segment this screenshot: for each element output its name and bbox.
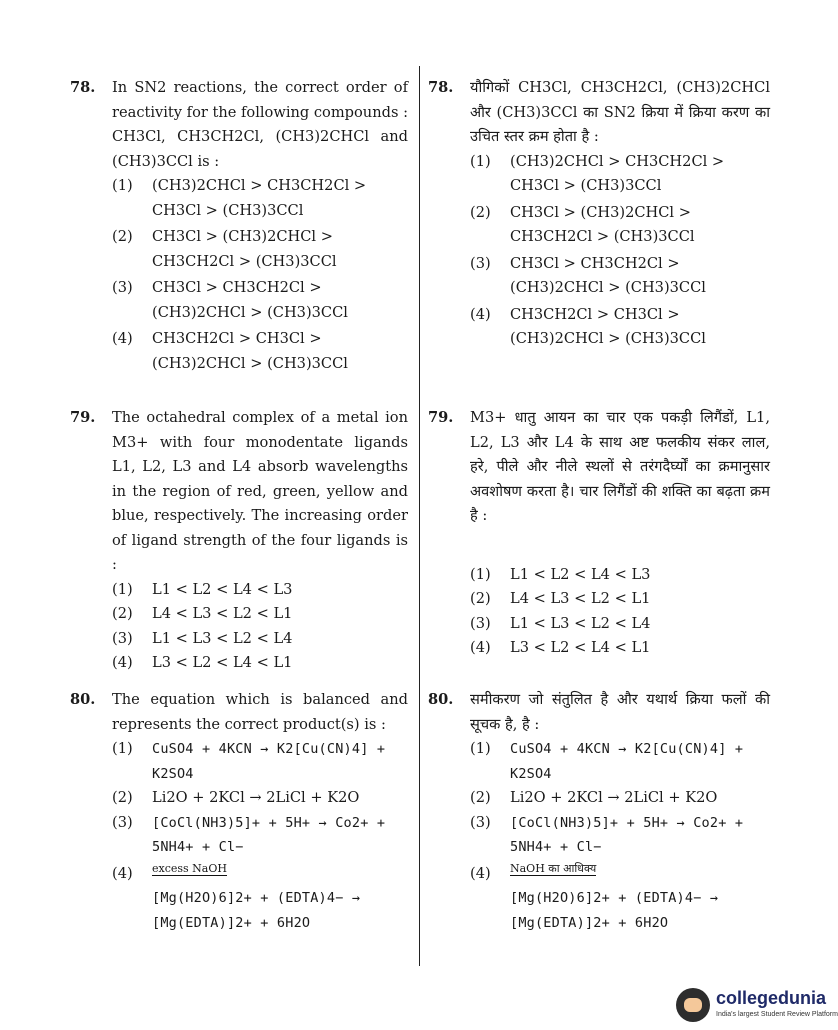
option-text: CH3CH2Cl > CH3Cl > (CH3)2CHCl > (CH3)3CCl — [510, 305, 706, 347]
option-text: L1 < L3 < L2 < L4 — [152, 629, 293, 647]
option-text: CH3Cl > (CH3)2CHCl > CH3CH2Cl > (CH3)3CCl — [152, 228, 337, 270]
option-1 — [470, 150, 770, 199]
option-3 — [112, 811, 408, 860]
option-text: L1 < L2 < L4 < L3 — [510, 565, 651, 583]
question-79-en — [70, 406, 408, 676]
option-text: [Mg(H2O)6]2+ + (EDTA)4− → [Mg(EDTA)]2+ + 6H2O — [510, 890, 719, 931]
option-number: (1) — [470, 152, 491, 170]
option-number: (1) — [112, 580, 133, 598]
option-number: (3) — [112, 279, 133, 296]
option-2 — [470, 201, 770, 250]
option-1 — [470, 563, 770, 588]
option-text: [CoCl(NH3)5]+ + 5H+ → Co2+ + 5NH4+ + Cl− — [152, 814, 386, 855]
option-4 — [112, 862, 408, 936]
option-number: (3) — [470, 254, 491, 272]
option-number: (4) — [470, 639, 491, 656]
option-2 — [112, 786, 408, 811]
option-4 — [112, 651, 408, 676]
option-number: (1) — [112, 740, 133, 757]
question-text: The octahedral complex of a metal ion M3+ with four monodentate ligands L1, L2, L3 and L4 absorb wavelengths in the region of red, green, yellow and blue, respectively. The increasing order of ligand strength of the four ligands is : — [112, 409, 408, 573]
option-number: (1) — [470, 565, 491, 583]
option-text: L1 < L3 < L2 < L4 — [510, 614, 651, 632]
question-number: 78. — [428, 79, 454, 96]
question-number: 80. — [70, 691, 96, 708]
logo-name: collegedunia — [716, 988, 827, 1008]
question-80-en — [70, 688, 408, 935]
option-text: CH3Cl > CH3CH2Cl > (CH3)2CHCl > (CH3)3CCl — [510, 254, 706, 296]
option-text: Li2O + 2KCl → 2LiCl + K2O — [510, 789, 718, 806]
option-text: L4 < L3 < L2 < L1 — [152, 605, 293, 622]
question-number: 78. — [70, 79, 96, 96]
reaction-arrow-label: NaOH का आधिक्य — [510, 861, 597, 875]
question-78-en — [70, 76, 408, 376]
option-4 — [112, 327, 408, 376]
option-number: (3) — [112, 813, 133, 831]
option-text: [Mg(H2O)6]2+ + (EDTA)4− → [Mg(EDTA)]2+ + 6H2O — [152, 890, 361, 931]
reaction-arrow-label: excess NaOH — [152, 861, 227, 875]
mascot-icon — [676, 988, 710, 1022]
option-text: Li2O + 2KCl → 2LiCl + K2O — [152, 789, 360, 806]
option-text: CH3Cl > (CH3)2CHCl > CH3CH2Cl > (CH3)3CCl — [510, 203, 695, 245]
question-number: 79. — [428, 409, 454, 426]
option-number: (4) — [112, 654, 133, 671]
logo-tagline: India's largest Student Review Platform — [716, 1011, 838, 1018]
question-text: यौगिकों CH3Cl, CH3CH2Cl, (CH3)2CHCl और (CH3)3CCl का SN2 क्रिया में क्रिया करण का उचित स्तर क्रम होता है : — [470, 79, 770, 145]
option-number: (4) — [112, 330, 133, 347]
question-text: M3+ धातु आयन का चार एक पकड़ी लिगैंडों, L1, L2, L3 और L4 के साथ अष्ट फलकीय संकर लाल, हरे, पीले और नीले स्थलों से तरंगदैर्घ्यों का क्रमानुसार अवशोषण करता है। चार लिगैंडों की शक्ति का बढ़ता क्रम है : — [470, 409, 770, 524]
option-text: CuSO4 + 4KCN → K2[Cu(CN)4] + K2SO4 — [510, 741, 744, 782]
option-number: (2) — [470, 789, 491, 806]
option-number: (3) — [470, 614, 491, 632]
question-78-hi — [428, 76, 770, 352]
option-number: (4) — [470, 864, 491, 882]
question-text: समीकरण जो संतुलित है और यथार्थ क्रिया फलों की सूचक है, है : — [470, 691, 770, 733]
option-4 — [470, 862, 770, 936]
option-number: (1) — [470, 740, 491, 757]
option-3 — [112, 627, 408, 652]
option-text: L3 < L2 < L4 < L1 — [152, 654, 293, 671]
question-text: In SN2 reactions, the correct order of reactivity for the following compounds : CH3Cl, CH3CH2Cl, (CH3)2CHCl and (CH3)3CCl is : — [112, 79, 408, 170]
option-1 — [470, 737, 770, 786]
option-text: (CH3)2CHCl > CH3CH2Cl > CH3Cl > (CH3)3CCl — [152, 177, 367, 219]
question-text: The equation which is balanced and represents the correct product(s) is : — [112, 691, 408, 733]
option-text: CH3CH2Cl > CH3Cl > (CH3)2CHCl > (CH3)3CCl — [152, 330, 348, 372]
option-number: (2) — [112, 789, 133, 806]
option-2 — [112, 225, 408, 274]
option-4 — [470, 303, 770, 352]
option-text: L1 < L2 < L4 < L3 — [152, 580, 293, 598]
option-3 — [470, 612, 770, 637]
option-number: (4) — [112, 864, 133, 882]
option-2 — [470, 786, 770, 811]
option-number: (2) — [112, 605, 133, 622]
option-number: (2) — [470, 203, 491, 221]
option-text: (CH3)2CHCl > CH3CH2Cl > CH3Cl > (CH3)3CCl — [510, 152, 725, 194]
option-2 — [470, 587, 770, 612]
question-79-hi — [428, 406, 770, 661]
column-divider — [419, 66, 420, 966]
option-1 — [112, 737, 408, 786]
option-1 — [112, 174, 408, 223]
question-number: 79. — [70, 409, 96, 426]
option-number: (1) — [112, 177, 133, 194]
option-3 — [112, 276, 408, 325]
question-80-hi — [428, 688, 770, 935]
option-4 — [470, 636, 770, 661]
option-text: CuSO4 + 4KCN → K2[Cu(CN)4] + K2SO4 — [152, 741, 386, 782]
question-number: 80. — [428, 691, 454, 708]
option-text: CH3Cl > CH3CH2Cl > (CH3)2CHCl > (CH3)3CCl — [152, 279, 348, 321]
option-number: (2) — [470, 590, 491, 607]
option-number: (3) — [112, 629, 133, 647]
option-text: L3 < L2 < L4 < L1 — [510, 639, 651, 656]
option-3 — [470, 811, 770, 860]
option-number: (4) — [470, 305, 491, 323]
option-number: (2) — [112, 228, 133, 245]
collegedunia-logo — [676, 986, 838, 1026]
option-text: [CoCl(NH3)5]+ + 5H+ → Co2+ + 5NH4+ + Cl− — [510, 814, 744, 855]
option-2 — [112, 602, 408, 627]
option-text: L4 < L3 < L2 < L1 — [510, 590, 651, 607]
option-number: (3) — [470, 813, 491, 831]
option-3 — [470, 252, 770, 301]
option-1 — [112, 578, 408, 603]
